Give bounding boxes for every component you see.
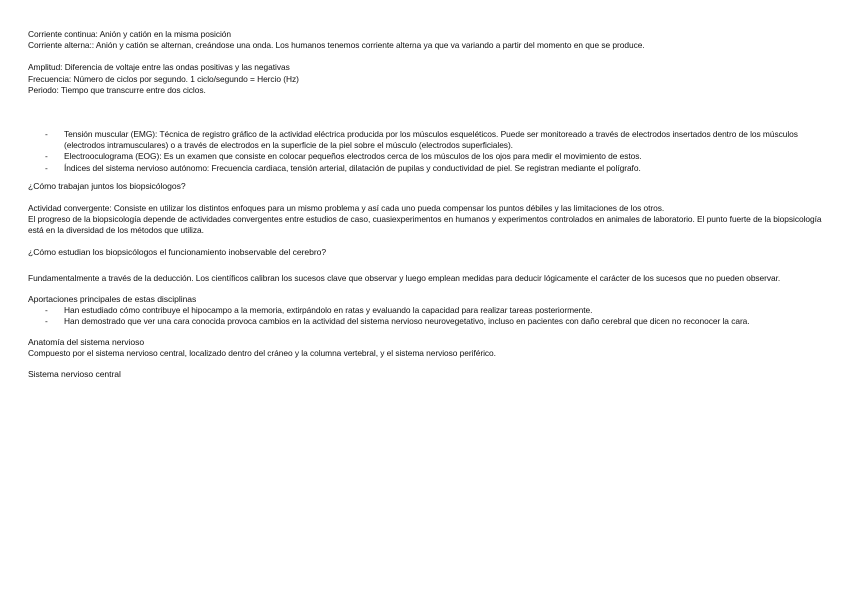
anatomy-section (28, 337, 823, 359)
q1-heading: ¿Cómo trabajan juntos los biopsicólogos? (28, 180, 186, 191)
anatomy-heading: Anatomía del sistema nervioso (28, 336, 145, 347)
period-line: Periodo: Tiempo que transcurre entre dos ciclos. (28, 84, 206, 95)
q2-paragraph: Fundamentalmente a través de la deducción. Los científicos calibran los sucesos clave que observar y luego emplean medidas para deducir lógicamente el carácter de los sucesos que no pueden observar. (28, 272, 781, 283)
list-item-emg: - Tensión muscular (EMG): Técnica de registro gráfico de la actividad eléctrica producida por los músculos esqueléticos. Puede ser monitoreado a través de electrodos insertados dentro de los músculos (electrodos intramusculares) o a través de electrodos en la superficie de la piel sobre el músculo (electrodos superficiales). (28, 129, 823, 151)
q2-heading: ¿Cómo estudian los biopsicólogos el funcionamiento inobservable del cerebro? (28, 246, 327, 257)
anatomy-paragraph: Compuesto por el sistema nervioso central, localizado dentro del cráneo y la columna vertebral, y el sistema nervioso periférico. (28, 347, 496, 358)
contributions-list (28, 305, 823, 327)
alternating-current-line: Corriente alterna:: Anión y catión se alternan, creándose una onda. Los humanos tenemos corriente alterna ya que va variando a partir del momento en que se produce. (28, 40, 645, 51)
wave-properties-section (28, 62, 823, 96)
list-item-hippocampus: - Han estudiado cómo contribuye el hipocampo a la memoria, extirpándolo en ratas y evaluando la capacidad para realizar tareas posteriormente. (28, 305, 823, 316)
cns-section (28, 369, 823, 380)
list-item-ans: - Índices del sistema nervioso autónomo: Frecuencia cardiaca, tensión arterial, dilatación de pupilas y conductividad de piel. Se registran mediante el polígrafo. (28, 163, 823, 174)
techniques-list (28, 129, 823, 174)
current-types-section (28, 29, 823, 51)
contributions-section (28, 294, 823, 328)
cns-heading: Sistema nervioso central (28, 369, 121, 380)
q1-paragraph-convergent: Actividad convergente: Consiste en utilizar los distintos enfoques para un mismo problema y así cada uno pueda compensar los puntos débiles y las limitaciones de los otros. (28, 203, 665, 214)
contributions-heading: Aportaciones principales de estas disciplinas (28, 294, 197, 305)
direct-current-line: Corriente continua: Anión y catión en la misma posición (28, 29, 232, 39)
q2-section (28, 247, 823, 284)
q1-section (28, 181, 823, 237)
amplitude-line: Amplitud: Diferencia de voltaje entre las ondas positivas y las negativas (28, 62, 290, 73)
q1-paragraph-progress: El progreso de la biopsicología depende de actividades convergentes entre estudios de caso, cuasiexperimentos en humanos y experimentos controlados en animales de laboratorio. El punto fuerte de la biopsicología está en la diversidad de los métodos que utiliza. (28, 214, 822, 236)
frequency-line: Frecuencia: Número de ciclos por segundo. 1 ciclo/segundo = Hercio (Hz) (28, 73, 299, 84)
list-item-familiar-face: - Han demostrado que ver una cara conocida provoca cambios en la actividad del sistema nervioso neurovegetativo, incluso en pacientes con daño cerebral que dicen no reconocer la cara. (28, 316, 823, 327)
document-page (28, 29, 823, 380)
list-item-eog: - Electrooculograma (EOG): Es un examen que consiste en colocar pequeños electrodos cerca de los músculos de los ojos para medir el movimiento de estos. (28, 151, 823, 162)
